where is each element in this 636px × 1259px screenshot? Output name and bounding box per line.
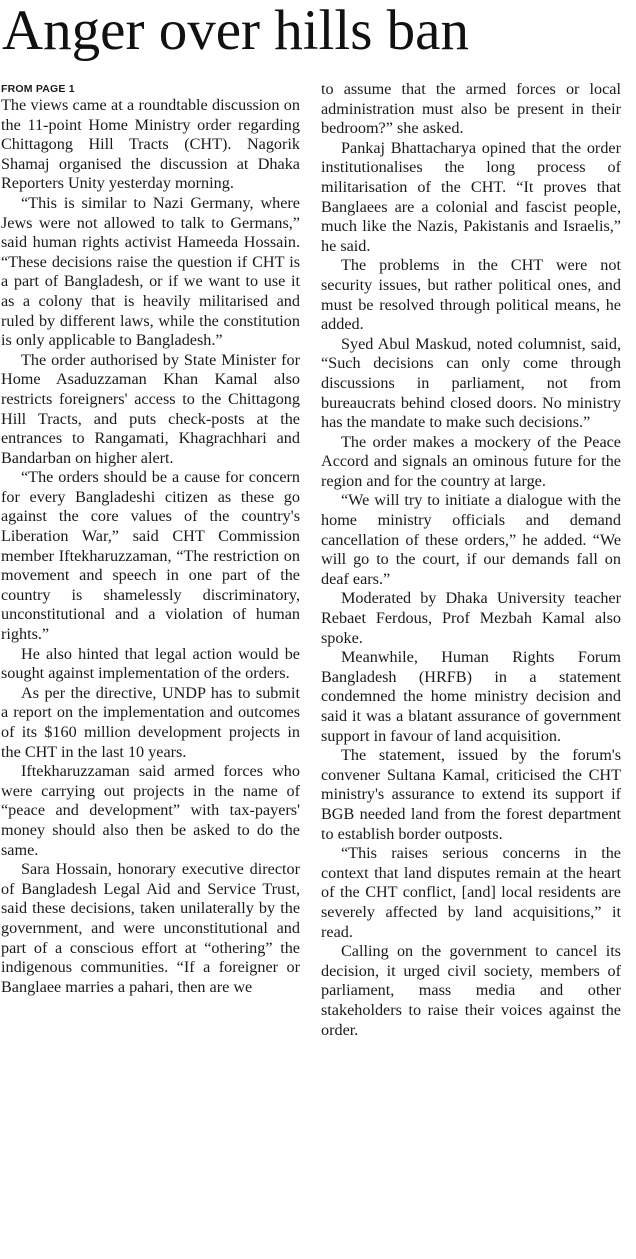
paragraph: Calling on the government to cancel its decision, it urged civil society, members of parliament, mass media and other stakeholders to raise their voices against the order.	[321, 942, 621, 1039]
paragraph: Moderated by Dhaka University teacher Rebaet Ferdous, Prof Mezbah Kamal also spoke.	[321, 589, 621, 647]
paragraph: “This is similar to Nazi Germany, where Jews were not allowed to talk to Germans,” said human rights activist Hameeda Hossain. “These decisions raise the question if CHT is a part of Bangladesh, or if we want to use it as a colony that is heavily militarised and ruled by different laws, while the constitution is only applicable to Bangladesh.”	[1, 193, 300, 350]
paragraph: “The orders should be a cause for concern for every Bangladeshi citizen as these go against the core values of the country's Liberation War,” said CHT Commission member Iftekharuzzaman, “The restriction on movement and speech in one part of the country is shamelessly discriminatory, unconstitutional and a violation of human rights.”	[1, 468, 300, 644]
paragraph: Sara Hossain, honorary executive director of Bangladesh Legal Aid and Service Trust, said these decisions, taken unilaterally by the government, and were unconstitutional and part of a conscious effort at “othering” the indigenous communities. “If a foreigner or Banglaee marries a pahari, then are we	[1, 860, 300, 996]
article-column-left	[1, 80, 300, 997]
paragraph: “We will try to initiate a dialogue with the home ministry officials and demand cancellation of these orders,” he added. “We will go to the court, if our demands fall on deaf ears.”	[321, 491, 621, 588]
paragraph: “This raises serious concerns in the context that land disputes remain at the heart of the CHT conflict, [and] local residents are severely affected by land acquisitions,” it read.	[321, 844, 621, 941]
paragraph: The statement, issued by the forum's convener Sultana Kamal, criticised the CHT ministry's assurance to extend its support if BGB needed land from the forest department to establish border outposts.	[321, 746, 621, 843]
paragraph: He also hinted that legal action would be sought against implementation of the orders.	[1, 644, 300, 683]
paragraph: As per the directive, UNDP has to submit a report on the implementation and outcomes of its $160 million development projects in the CHT in the last 10 years.	[1, 683, 300, 761]
paragraph: The views came at a roundtable discussion on the 11-point Home Ministry order regarding Chittagong Hill Tracts (CHT). Nagorik Shamaj organised the discussion at Dhaka Reporters Unity yesterday morning.	[1, 96, 300, 193]
paragraph: Iftekharuzzaman said armed forces who were carrying out projects in the name of “peace and development” with tax-payers' money should also then be asked to do the same.	[1, 762, 300, 859]
paragraph: Pankaj Bhattacharya opined that the order institutionalises the long process of militarisation of the CHT. “It proves that Banglaees are a colonial and fascist people, much like the Nazis, Pakistanis and Israelis,” he said.	[321, 138, 621, 255]
paragraph: Syed Abul Maskud, noted columnist, said, “Such decisions can only come through discussions in parliament, not from bureaucrats behind closed doors. No ministry has the mandate to make such decisions.”	[321, 334, 621, 432]
paragraph: The order authorised by State Minister for Home Asaduzzaman Khan Kamal also restricts foreigners' access to the Chittagong Hill Tracts, and puts check-posts at the entrances to Rangamati, Khagrachhari and Bandarban on higher alert.	[1, 350, 300, 467]
article-column-right	[321, 80, 621, 1040]
paragraph: The order makes a mockery of the Peace Accord and signals an ominous future for the region and for the country at large.	[321, 432, 621, 490]
paragraph: The problems in the CHT were not security issues, but rather political ones, and must be resolved through political means, he added.	[321, 256, 621, 334]
headline: Anger over hills ban	[2, 0, 469, 62]
paragraph: Meanwhile, Human Rights Forum Bangladesh (HRFB) in a statement condemned the home ministry decision and said it was a blatant assurance of government support in favour of land acquisition.	[321, 648, 621, 745]
source-label: FROM PAGE 1	[1, 83, 75, 95]
paragraph-continuation: to assume that the armed forces or local administration must also be present in their bedroom?” she asked.	[321, 80, 621, 138]
